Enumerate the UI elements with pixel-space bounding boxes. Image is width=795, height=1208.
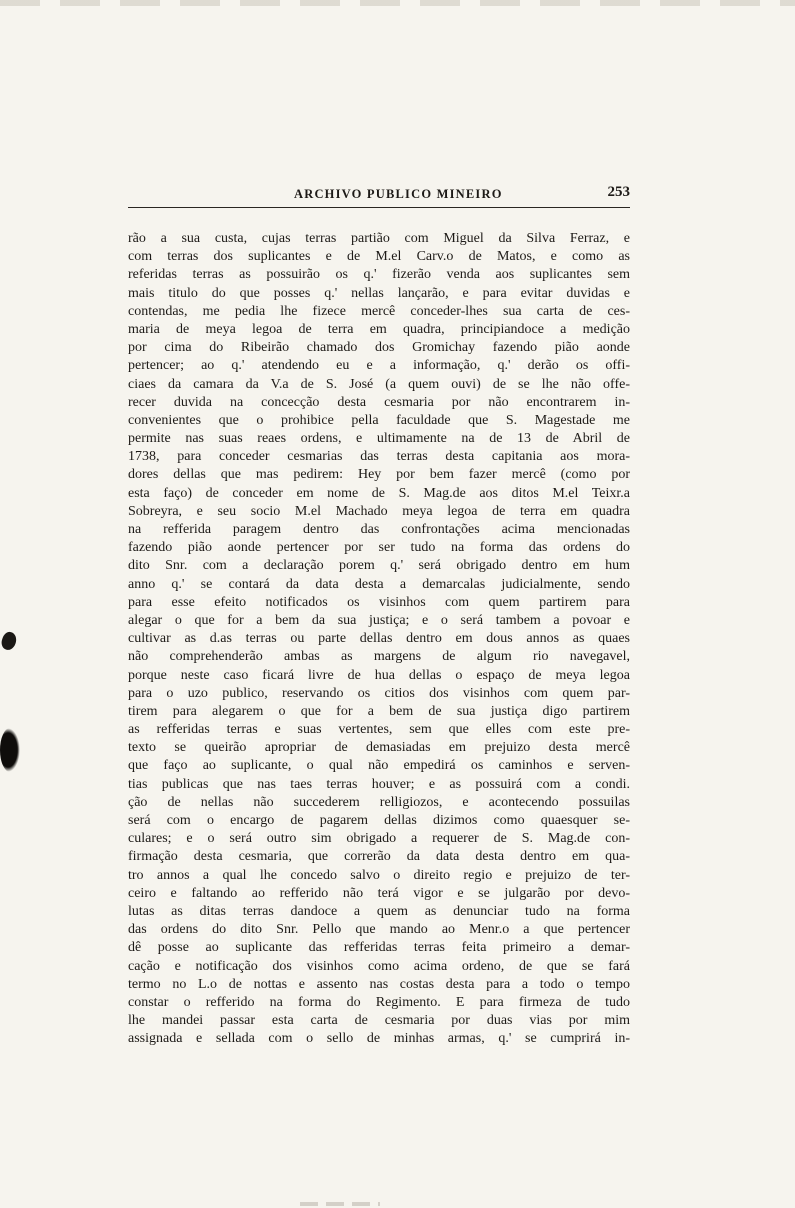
text-line: rão a sua custa, cujas terras partião com Miguel da Silva Ferraz, e <box>128 231 630 246</box>
text-line: referidas terras as possuirão os q.' fizerão venda aos suplicantes sem <box>128 267 630 283</box>
text-line: não comprehenderão ambas as margens de algum rio navegavel, <box>128 649 630 665</box>
text-line: fazendo pião aonde pertencer por ser tudo na forma das ordens do <box>128 540 630 556</box>
text-line: as refferidas terras e suas vertentes, sem que elles com este pre- <box>128 722 630 738</box>
text-line: firmação desta cesmaria, que correrão da data desta dentro em qua- <box>128 849 630 865</box>
text-line: ceiro e faltando ao refferido não terá vigor e se julgarão por devo- <box>128 885 630 901</box>
header-rule <box>128 207 630 208</box>
text-line: pertencer; ao q.' atendendo eu e a informação, q.' derão os offi- <box>128 358 630 374</box>
text-line: texto se queirão apropriar de demasiadas em prejuizo desta mercê <box>128 740 630 756</box>
text-line: 1738, para conceder cesmarias das terras desta capitania aos mora- <box>128 449 630 465</box>
text-line: na refferida paragem dentro das confrontações acima mencionadas <box>128 522 630 537</box>
text-line: tro annos a qual lhe concedo salvo o direito regio e prejuizo de ter- <box>128 867 630 883</box>
text-line: permite nas suas reaes ordens, e ultimamente na de 13 de Abril de <box>128 431 630 447</box>
text-line: lhe mandei passar esta carta de cesmaria por duas vias por mim <box>128 1013 630 1029</box>
text-line: ciaes da camara da V.a de S. José (a quem ouvi) de se lhe não offe- <box>128 376 630 392</box>
running-title: ARCHIVO PUBLICO MINEIRO <box>294 187 503 201</box>
running-header <box>128 184 630 206</box>
text-line: Sobreyra, e seu socio M.el Machado meya legoa de terra em quadra <box>128 503 630 519</box>
text-line: cação e notificação dos visinhos como acima ordeno, de que se fará <box>128 958 630 974</box>
page-bottom-edge <box>300 1202 380 1206</box>
text-line: tias publicas que nas taes terras houver; e as possuirá com a condi. <box>128 776 630 792</box>
text-line: anno q.' se contará da data desta a demarcalas judicialmente, sendo <box>128 576 630 592</box>
text-line: porque neste caso ficará livre de hua dellas o espaço de meya legoa <box>128 667 630 683</box>
text-line: convenientes que o prohibice pella faculdade que S. Magestade me <box>128 412 630 428</box>
text-line: culares; e o será outro sim obrigado a requerer de S. Mag.de con- <box>128 831 630 847</box>
text-line: tirem para alegarem o que for a bem de sua justiça digo partirem <box>128 703 630 719</box>
page-top-edge <box>0 0 795 6</box>
text-line: cultivar as d.as terras ou parte dellas dentro em dous annos as quaes <box>128 631 630 647</box>
text-line: dito Snr. com a declaração porem q.' será obrigado dentro em hum <box>128 558 630 574</box>
text-line: mais titulo do que posses q.' nellas lançarão, e para evitar duvidas e <box>128 285 630 301</box>
text-line: assignada e sellada com o sello de minhas armas, q.' se cumprirá in- <box>128 1031 630 1047</box>
text-line: para esse efeito notificados os visinhos com quem partirem para <box>128 594 630 610</box>
text-line: para o uzo publico, reservando os citios dos visinhos com quem par- <box>128 685 630 701</box>
text-line: que faço ao suplicante, o qual não empedirá os caminhos e serven- <box>128 758 630 774</box>
text-line: constar o refferido na forma do Regimento. E para firmeza de tudo <box>128 994 630 1010</box>
text-line: contendas, me pedia lhe fizece mercê conceder-lhes sua carta de ces- <box>128 303 630 319</box>
text-line: ção de nellas não succederem relligiozos, e acontecendo possuilas <box>128 794 630 810</box>
text-line: alegar o que for a bem da sua justiça; e o será tambem a povoar e <box>128 612 630 628</box>
text-line: com terras dos suplicantes e de M.el Carv.o de Matos, e como as <box>128 249 630 265</box>
text-line: recer duvida na concecção desta cesmaria por não encontrarem in- <box>128 394 630 410</box>
text-line: será com o encargo de pagarem dellas dizimos como quaesquer se- <box>128 813 630 828</box>
text-line: dores dellas que mas pedirem: Hey por bem fazer mercê (como por <box>128 467 630 483</box>
text-line: maria de meya legoa de terra em quadra, principiandoce a medição <box>128 321 630 337</box>
text-line: das ordens do dito Snr. Pello que mando ao Menr.o a que pertencer <box>128 922 630 938</box>
text-line: esta faço) de conceder em nome de S. Mag.de aos ditos M.el Teixr.a <box>128 485 630 501</box>
document-body <box>128 230 630 1048</box>
text-line: dê posse ao suplicante das refferidas terras feita primeiro a demar- <box>128 940 630 956</box>
text-line: lutas as ditas terras dandoce a quem as denunciar tudo na forma <box>128 903 630 919</box>
ink-blot <box>0 728 20 772</box>
ink-blot <box>0 630 19 652</box>
text-line: termo no L.o de nottas e assento nas costas desta para a todo o tempo <box>128 976 630 992</box>
page-number: 253 <box>607 184 630 200</box>
text-line: por cima do Ribeirão chamado dos Gromichay fazendo pião aonde <box>128 340 630 356</box>
